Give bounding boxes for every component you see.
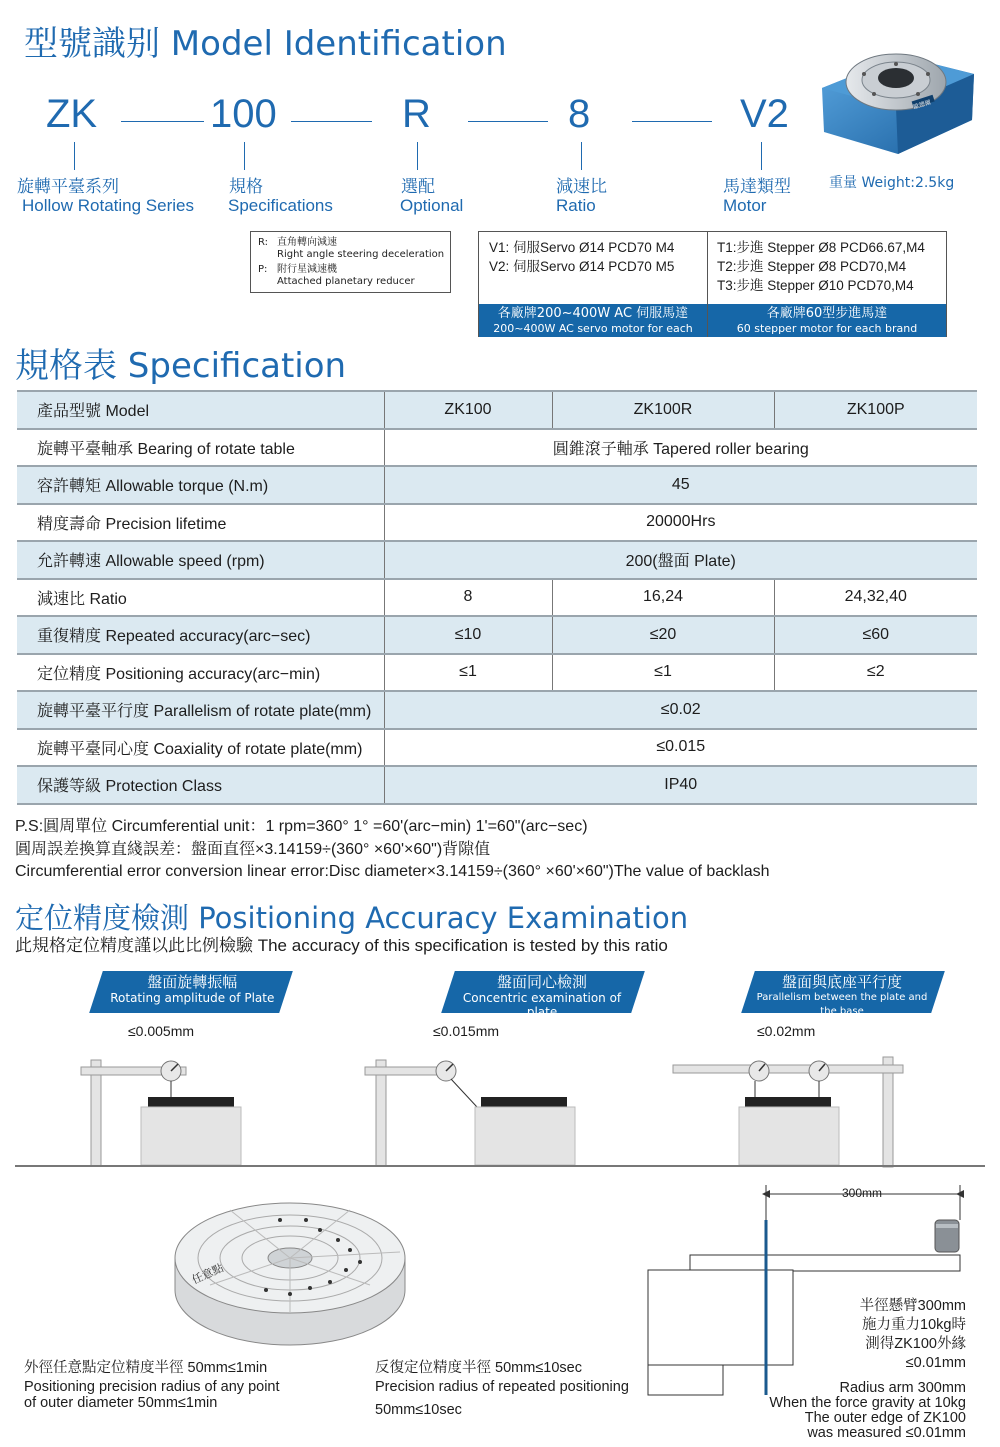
table-row — [17, 616, 977, 654]
note-right-zh: 測得ZK100外緣 — [865, 1336, 966, 1352]
code-series: ZK — [46, 92, 98, 136]
test-banner-en: Rotating amplitude of Plate — [110, 991, 275, 1005]
dimension-label: 300mm — [842, 1186, 883, 1200]
optional-p-code: P: — [258, 264, 268, 275]
code-dash — [121, 121, 204, 122]
table-row — [17, 766, 977, 804]
tolerance-label: ≤0.005mm — [128, 1023, 195, 1039]
tolerance-label: ≤0.02mm — [757, 1023, 816, 1039]
servo-band-zh: 各廠牌200~400W AC 伺服馬達 — [497, 306, 689, 321]
rotating-amplitude-diagram — [81, 1060, 241, 1166]
table-cell: 8 — [384, 579, 552, 617]
tick — [761, 142, 762, 170]
table-cell: ≤1 — [552, 654, 774, 692]
test-banner-zh: 盤面與底座平行度 — [782, 973, 903, 991]
table-header-row — [17, 391, 977, 429]
specification-title: 規格表 Specification — [15, 346, 347, 386]
table-cell: ≤0.015 — [384, 729, 977, 767]
table-row — [17, 579, 977, 617]
note-left-zh: 外徑任意點定位精度半徑 50mm≤1min — [24, 1360, 268, 1376]
test-banner-zh: 盤面旋轉振幅 — [147, 973, 238, 991]
code-motor: V2 — [740, 92, 789, 136]
label-series-zh: 旋轉平臺系列 — [17, 177, 119, 197]
stepper-line: T3:步進 Stepper Ø10 PCD70,M4 — [717, 278, 914, 293]
optional-r-code: R: — [258, 237, 269, 248]
note-line: P.S:圓周單位 Circumferential unit：1 rpm=360° 1° =60'(arc−min) 1'=60"(arc−sec) — [15, 818, 588, 835]
table-row — [17, 504, 977, 542]
label-motor-zh: 馬達類型 — [723, 177, 791, 197]
table-row-label: 容許轉矩 Allowable torque (N.m) — [17, 466, 384, 504]
table-row-label: 減速比 Ratio — [17, 579, 384, 617]
table-cell: IP40 — [384, 766, 977, 804]
optional-r-en: Right angle steering deceleration — [277, 249, 445, 260]
table-row — [17, 729, 977, 767]
weight-label: 重量 Weight:2.5kg — [829, 175, 955, 191]
table-cell: ≤60 — [774, 616, 977, 654]
parallelism-diagram — [673, 1057, 903, 1167]
disc-label: 任意點 — [189, 1261, 226, 1287]
test-banner-rotating — [89, 971, 293, 1013]
positioning-subtitle: 此規格定位精度謹以此比例檢驗 The accuracy of this specification is tested by this ratio — [15, 936, 668, 955]
disc-illustration — [170, 1190, 410, 1355]
table-row — [17, 691, 977, 729]
product-logo: 歐德爾 — [912, 98, 932, 112]
note-right-en: When the force gravity at 10kg — [769, 1395, 966, 1411]
test-banner-en: Parallelism between the plate and the base — [756, 992, 928, 1017]
test-diagrams — [15, 1045, 985, 1170]
table-row-label: 定位精度 Positioning accuracy(arc−min) — [17, 654, 384, 692]
tick — [244, 142, 245, 170]
test-banner-en: Concentric examination of plate — [462, 991, 622, 1019]
note-right-zh: ≤0.01mm — [905, 1355, 966, 1371]
table-cell: 45 — [384, 466, 977, 504]
label-ratio-zh: 減速比 — [556, 177, 607, 197]
note-line: 圓周誤差換算直綫誤差：盤面直徑×3.14159÷(360° ×60'×60")背隙值 — [15, 841, 491, 858]
stepper-motor-box — [707, 231, 947, 337]
code-optional: R — [402, 92, 431, 136]
table-cell: 20000Hrs — [384, 504, 977, 542]
table-row-label: 旋轉平臺軸承 Bearing of rotate table — [17, 429, 384, 467]
test-banner-concentric — [441, 971, 645, 1019]
table-row — [17, 654, 977, 692]
servo-band — [479, 304, 707, 350]
code-spec: 100 — [210, 92, 277, 136]
label-ratio-en: Ratio — [556, 196, 596, 215]
table-row-label: 重復精度 Repeated accuracy(arc−sec) — [17, 616, 384, 654]
note-right-en: The outer edge of ZK100 — [804, 1410, 966, 1426]
note-right-en: Radius arm 300mm — [839, 1380, 966, 1396]
note-mid-en: Precision radius of repeated positioning — [375, 1379, 629, 1395]
table-row-label: 允許轉速 Allowable speed (rpm) — [17, 541, 384, 579]
specification-table — [17, 390, 977, 805]
optional-p-zh: 附行星減速機 — [277, 264, 337, 275]
servo-line: V1: 伺服Servo Ø14 PCD70 M4 — [489, 240, 675, 255]
code-dash — [291, 121, 372, 122]
stepper-band-zh: 各廠牌60型步進馬達 — [766, 306, 888, 321]
table-cell: 200(盤面 Plate) — [384, 541, 977, 579]
label-optional-en: Optional — [400, 196, 464, 215]
label-series-en: Hollow Rotating Series — [22, 196, 194, 215]
table-row-label: 產品型號 Model — [17, 391, 384, 429]
table-row-label: 旋轉平臺平行度 Parallelism of rotate plate(mm) — [17, 691, 384, 729]
code-ratio: 8 — [568, 92, 591, 136]
concentric-diagram — [365, 1060, 575, 1166]
code-dash — [632, 121, 712, 122]
tick — [417, 142, 418, 170]
note-right-zh: 半徑懸臂300mm — [859, 1298, 966, 1314]
table-row-label: 精度壽命 Precision lifetime — [17, 504, 384, 542]
stepper-line: T1:步進 Stepper Ø8 PCD66.67,M4 — [717, 240, 925, 255]
label-spec-en: Specifications — [228, 196, 333, 215]
note-right-zh: 施力重力10kg時 — [862, 1317, 966, 1333]
stepper-band — [708, 304, 946, 337]
servo-line: V2: 伺服Servo Ø14 PCD70 M5 — [489, 259, 675, 274]
tick — [74, 142, 75, 170]
note-right-en: was measured ≤0.01mm — [807, 1425, 966, 1441]
optional-p-en: Attached planetary reducer — [277, 276, 415, 287]
test-banner-zh: 盤面同心檢測 — [497, 973, 588, 991]
table-cell: 24,32,40 — [774, 579, 977, 617]
optional-r-zh: 直角轉向減速 — [277, 237, 337, 248]
rotary-table-product-image — [812, 28, 984, 160]
table-header-cell: ZK100P — [774, 391, 977, 429]
label-optional-zh: 選配 — [401, 177, 435, 197]
table-cell: ≤0.02 — [384, 691, 977, 729]
table-header-cell: ZK100 — [384, 391, 552, 429]
model-identification-title: 型號識别 Model Identification — [24, 24, 507, 64]
table-row — [17, 541, 977, 579]
tick — [581, 142, 582, 170]
table-cell: ≤1 — [384, 654, 552, 692]
table-row-label: 旋轉平臺同心度 Coaxiality of rotate plate(mm) — [17, 729, 384, 767]
servo-band-en: 200~400W AC servo motor for each brand — [493, 322, 693, 350]
tolerance-label: ≤0.015mm — [433, 1023, 500, 1039]
stepper-band-en: 60 stepper motor for each brand — [736, 322, 918, 335]
note-mid-en: 50mm≤10sec — [375, 1402, 462, 1418]
code-dash — [468, 121, 548, 122]
table-cell: ≤2 — [774, 654, 977, 692]
table-row — [17, 429, 977, 467]
optional-box — [250, 231, 451, 293]
table-header-cell: ZK100R — [552, 391, 774, 429]
label-motor-en: Motor — [723, 196, 767, 215]
table-cell: ≤10 — [384, 616, 552, 654]
note-line: Circumferential error conversion linear error:Disc diameter×3.14159÷(360° ×60'×60")The value of backlash — [15, 863, 770, 880]
note-left-en: Positioning precision radius of any point — [24, 1379, 280, 1395]
note-left-en: of outer diameter 50mm≤1min — [24, 1395, 218, 1411]
table-cell: 16,24 — [552, 579, 774, 617]
label-spec-zh: 規格 — [229, 177, 263, 197]
note-mid-zh: 反復定位精度半徑 50mm≤10sec — [375, 1360, 582, 1376]
positioning-title: 定位精度檢測 Positioning Accuracy Examination — [15, 901, 689, 935]
test-banner-parallelism — [741, 971, 945, 1017]
table-cell: ≤20 — [552, 616, 774, 654]
servo-motor-box — [478, 231, 708, 350]
table-row — [17, 466, 977, 504]
table-row-label: 保護等級 Protection Class — [17, 766, 384, 804]
table-cell: 圓錐滾子軸承 Tapered roller bearing — [384, 429, 977, 467]
stepper-line: T2:步進 Stepper Ø8 PCD70,M4 — [717, 259, 907, 274]
